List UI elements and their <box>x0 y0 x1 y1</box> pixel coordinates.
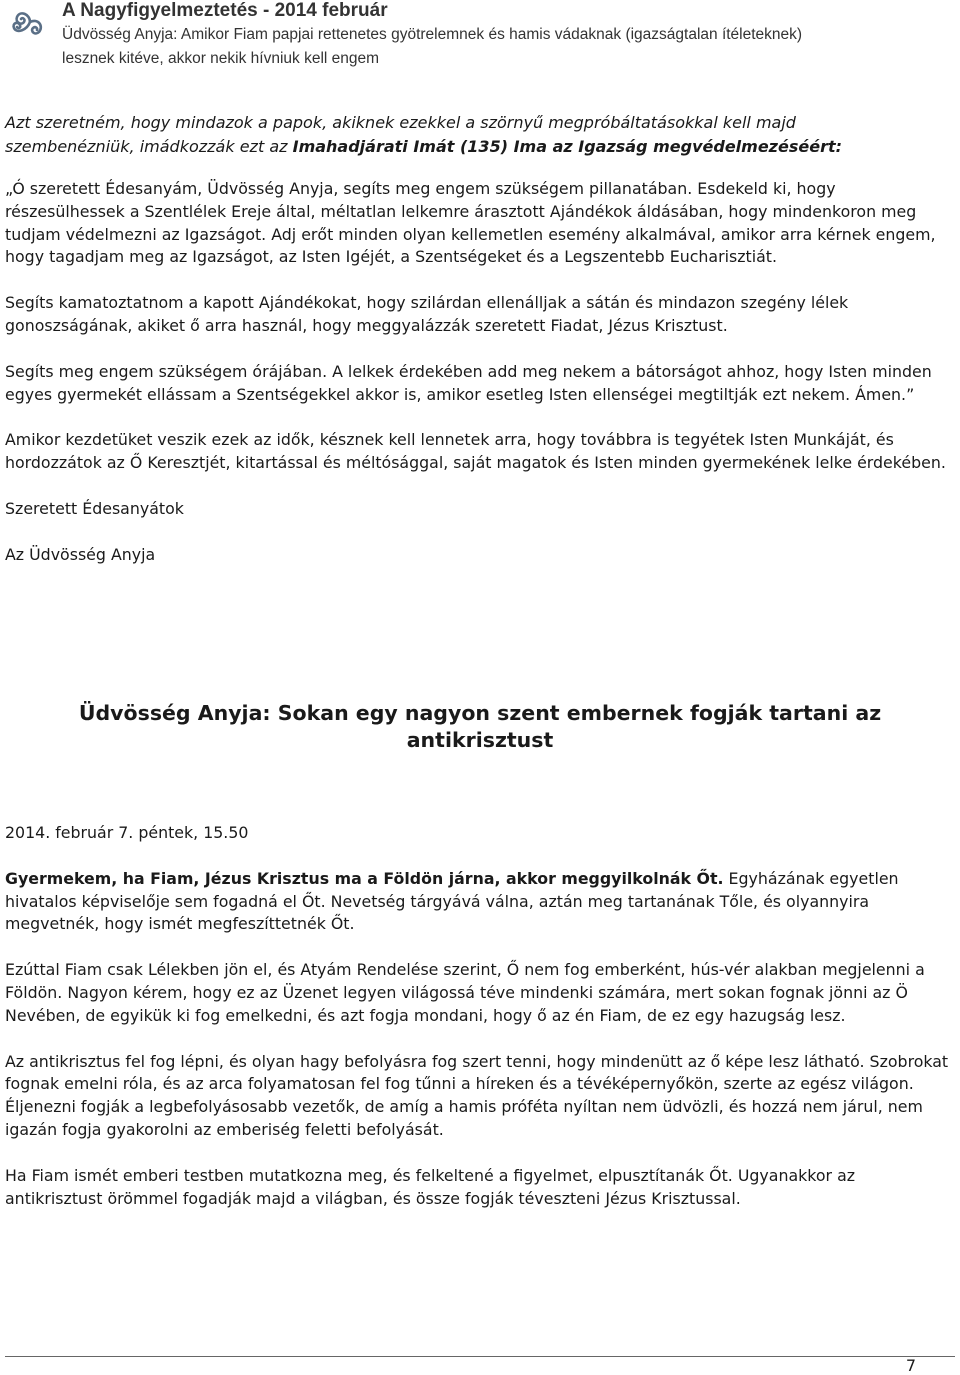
article-paragraph <box>5 868 957 936</box>
article-title-line: antikrisztust <box>406 728 554 752</box>
intro-text: szembenézniük, imádkozzák ezt az <box>5 137 293 156</box>
intro-paragraph <box>5 111 955 159</box>
message-paragraph: Amikor kezdetüket veszik ezek az idők, késznek kell lennetek arra, hogy továbbra is tegyétek Isten Munkáját, és hordozzátok az Ő Keresztjét, kitartással és méltósággal, saját magatok és Isten minden gyermekének lelke érdekében. <box>5 430 946 473</box>
page-header <box>0 0 960 72</box>
article-title-line: Üdvösség Anyja: Sokan egy nagyon szent embernek fogják tartani az <box>78 701 882 725</box>
prayer-paragraph: Segíts meg engem szükségem órájában. A lelkek érdekében add meg nekem a bátorságot ahhoz, hogy Isten minden egyes gyermekét ellássam a Szentségekkel akkor is, amikor esetleg Isten ellenségei megtiltják ezt nekem. Ámen.” <box>5 361 932 404</box>
page-number: 7 <box>905 1356 916 1375</box>
prayer-paragraph: „Ó szeretett Édesanyám, Üdvösség Anyja, segíts meg engem szükségem pillanatában. Esdekeld ki, hogy részesülhessek a Szentlélek Ereje által, méltatlan lelkemre árasztott Ajándékok áldásában, hogy mindenkoron meg tudjam védelmezni az Igazságot. Adj erőt minden olyan kellemetlen esemény alkalmával, amikor arra kérnek engem, hogy tagadjam meg az Igazságot, az Isten Igéjét, a Szentségeket és a Legszentebb Eucharisztiát. <box>5 179 936 267</box>
signature-line: Az Üdvösség Anyja <box>5 544 156 564</box>
article-title <box>0 700 960 754</box>
article-paragraph: Ha Fiam ismét emberi testben mutatkozna meg, és felkeltené a figyelmet, elpusztítanák Őt. Ugyanakkor az antikrisztust örömmel fogadják majd a világban, és össze fogják téveszteni Jézus Krisztussal. <box>5 1165 856 1208</box>
site-title: A Nagyfigyelmeztetés - 2014 február <box>62 0 388 21</box>
intro-text: Azt szeretném, hogy mindazok a papok, akiknek ezekkel a szörnyű megpróbáltatásokkal kell majd <box>5 113 796 132</box>
triskele-spiral-icon <box>6 2 54 48</box>
prayer-section <box>5 178 957 590</box>
article-text: Egyházának egyetlen hivatalos képviselője sem fogadná el Őt. Nevetség tárgyává válna, aztán meg tartanának Tőle, és olyannyira megvetnék, hogy ismét megfeszíttetnék Őt. <box>5 868 899 934</box>
article-paragraph: Ezúttal Fiam csak Lélekben jön el, és Atyám Rendelése szerint, Ő nem fog emberként, hús-vér alakban megjelenni a Földön. Nagyon kérem, hogy ez az Üzenet legyen világossá téve mindenki számára, mert sokan fognak jönni az Ö Nevében, de egyikük ki fog emelkedni, és azt fogja mondani, hogy ő az én Fiam, de ez egy hazugság lesz. <box>5 960 925 1025</box>
header-subtitle-line: lesznek kitéve, akkor nekik hívniuk kell engem <box>62 50 380 67</box>
article-body <box>5 822 957 1233</box>
prayer-paragraph: Segíts kamatoztatnom a kapott Ajándékokat, hogy szilárdan ellenálljak a sátán és mindazon szegény lélek gonoszságának, akiket ő arra használ, hogy meggyalázzák szeretett Fiadat, Jézus Krisztust. <box>5 293 849 335</box>
footer-divider <box>5 1356 955 1357</box>
header-subtitle <box>62 23 952 71</box>
header-subtitle-line: Üdvösség Anyja: Amikor Fiam papjai rettenetes gyötrelemnek és hamis vádaknak (igazságtalan ítéleteknek) <box>62 26 803 43</box>
article-lead: Gyermekem, ha Fiam, Jézus Krisztus ma a Földön járna, akkor meggyilkolnák Őt. <box>5 868 724 888</box>
article-date: 2014. február 7. péntek, 15.50 <box>5 823 249 842</box>
prayer-name: Imahadjárati Imát (135) Ima az Igazság megvédelmezéséért: <box>292 137 843 156</box>
signature-line: Szeretett Édesanyátok <box>5 498 184 518</box>
article-paragraph: Az antikrisztus fel fog lépni, és olyan hagy befolyásra fog szert tenni, hogy mindenütt az ő képe lesz látható. Szobrokat fognak emelni róla, és az arca folyamatosan fel fog tűnni a híreken és a tévéképernyőkön, szerte az egész világon. Éljenezni fogják a legbefolyásosabb vezetők, de amíg a hamis próféta nyíltan nem üdvözli, és hozzá nem járul, nem igazán fogja gyakorolni az emberiség feletti befolyását. <box>5 1051 949 1139</box>
